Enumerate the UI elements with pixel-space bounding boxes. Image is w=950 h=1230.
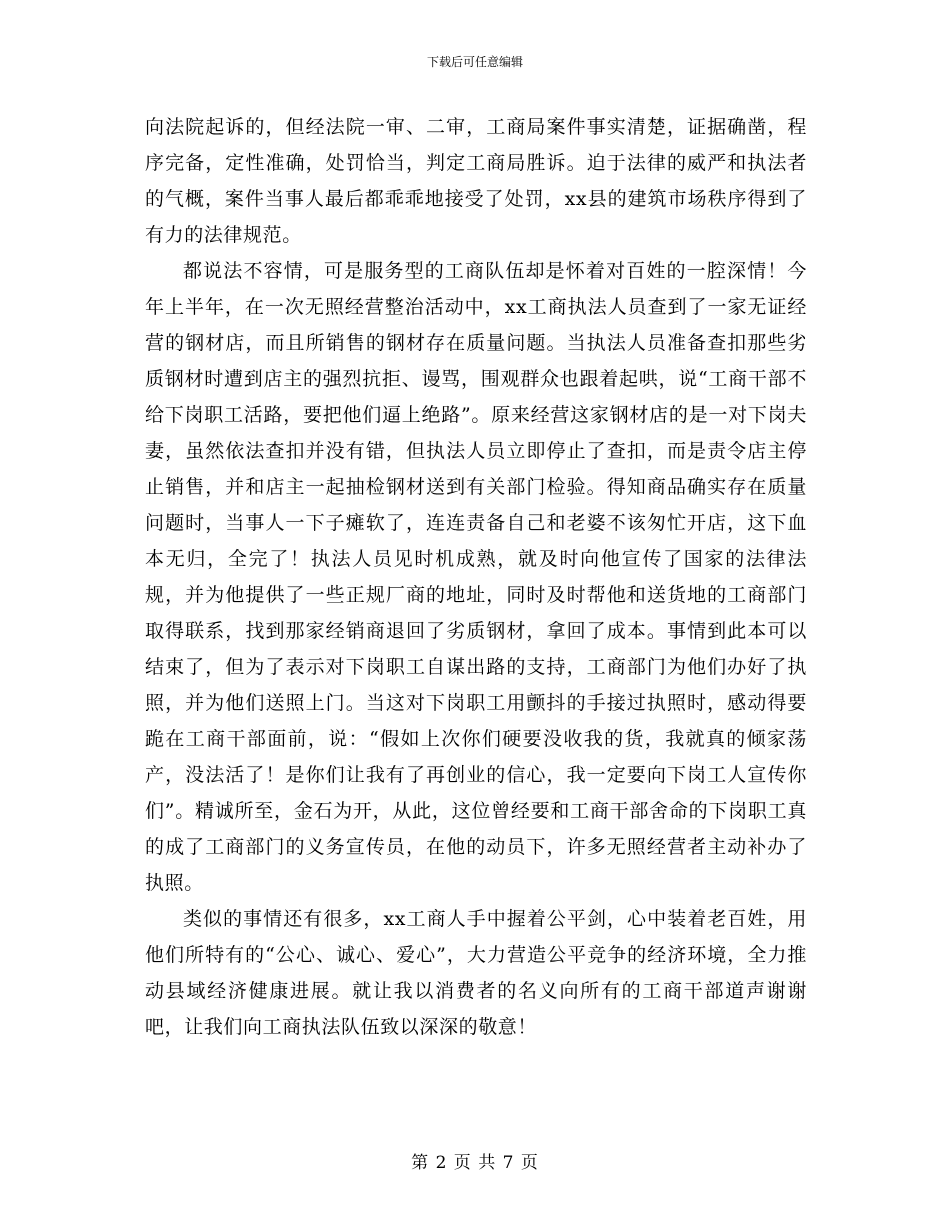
page-header: 下载后可任意编辑 bbox=[426, 55, 523, 69]
total-pages-number: 7 bbox=[502, 1153, 515, 1173]
current-page-number: 2 bbox=[435, 1153, 448, 1173]
paragraph-2: 都说法不容情，可是服务型的工商队伍却是怀着对百姓的一腔深情！今年上半年，在一次无照经营整治活动中，xx工商执法人员查到了一家无证经营的钢材店，而且所销售的钢材存在质量问题。当执法人员准备查扣那些劣质钢材时遭到店主的强烈抗拒、谩骂，围观群众也跟着起哄，说“工商干部不给下岗职工活路，要把他们逼上绝路”。原来经营这家钢材店的是一对下岗夫妻，虽然依法查扣并没有错，但执法人员立即停止了查扣，而是责令店主停止销售，并和店主一起抽检钢材送到有关部门检验。得知商品确实存在质量问题时，当事人一下子瘫软了，连连责备自己和老婆不该匆忙开店，这下血本无归，全完了！执法人员见时机成熟，就及时向他宣传了国家的法律法规，并为他提供了一些正规厂商的地址，同时及时帮他和送货地的工商部门取得联系，找到那家经销商退回了劣质钢材，拿回了成本。事情到此本可以结束了，但为了表示对下岗职工自谋出路的支持，工商部门为他们办好了执照，并为他们送照上门。当这对下岗职工用颤抖的手接过执照时，感动得要跪在工商干部面前，说：“假如上次你们硬要没收我的货，我就真的倾家荡产，没法活了！是你们让我有了再创业的信心，我一定要向下岗工人宣传你们”。精诚所至，金石为开，从此，这位曾经要和工商干部舍命的下岗职工真的成了工商部门的义务宣传员，在他的动员下，许多无照经营者主动补办了执照。 bbox=[145, 260, 807, 894]
paragraph-3: 类似的事情还有很多，xx工商人手中握着公平剑，心中装着老百姓，用他们所特有的“公心、诚心、爱心”，大力营造公平竞争的经济环境，全力推动县域经济健康进展。就让我以消费者的名义向所有的工商干部道声谢谢吧，让我们向工商执法队伍致以深深的敬意！ bbox=[145, 908, 807, 1038]
paragraph-1: 向法院起诉的，但经法院一审、二审，工商局案件事实清楚，证据确凿，程序完备，定性准确，处罚恰当，判定工商局胜诉。迫于法律的威严和执法者的气概，案件当事人最后都乖乖地接受了处罚，xx县的建筑市场秩序得到了有力的法律规范。 bbox=[145, 116, 807, 246]
document-body bbox=[145, 109, 807, 1045]
page-label-prefix: 第 bbox=[411, 1153, 430, 1173]
page-label-mid: 页 共 bbox=[453, 1153, 497, 1173]
page-footer bbox=[0, 1152, 950, 1174]
page-label-suffix: 页 bbox=[520, 1153, 539, 1173]
